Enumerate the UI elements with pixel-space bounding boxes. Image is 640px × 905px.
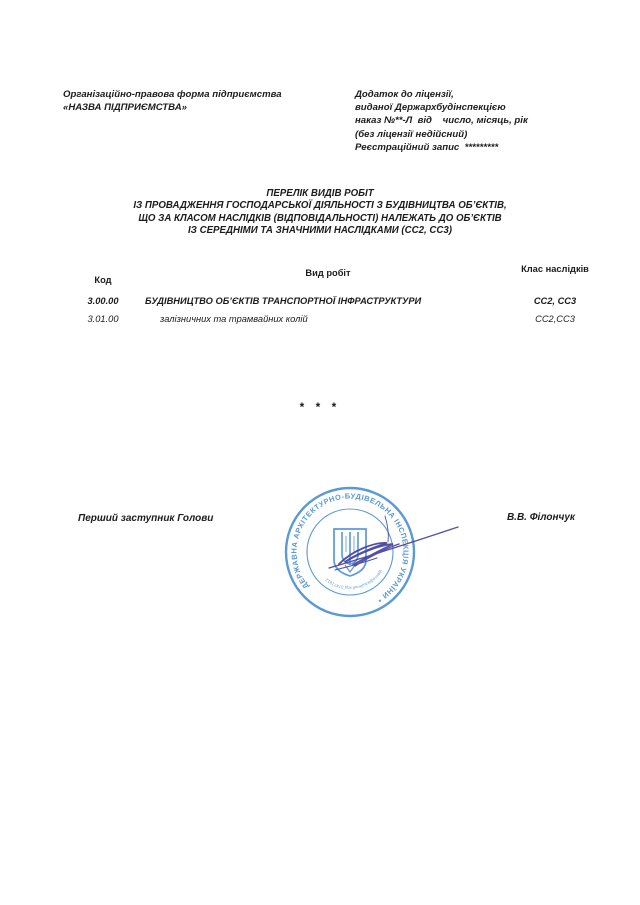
company-form-line: Організаційно-правова форма підприємства	[63, 89, 282, 100]
annex-line-5: Реєстраційний запис *********	[355, 141, 499, 153]
title-line-3: ЩО ЗА КЛАСОМ НАСЛІДКІВ (ВІДПОВІДАЛЬНОСТІ) НАЛЕЖАТЬ ДО ОБ’ЄКТІВ	[138, 212, 502, 224]
title-line-2: ІЗ ПРОВАДЖЕННЯ ГОСПОДАРСЬКОЇ ДІЯЛЬНОСТІ З БУДІВНИЦТВА ОБ’ЄКТІВ,	[133, 200, 507, 212]
annex-line-2: виданої Держархбудінспекцією	[355, 102, 506, 114]
title-line-4: ІЗ СЕРЕДНІМИ ТА ЗНАЧНИМИ НАСЛІДКАМИ (СС2, СС3)	[187, 224, 453, 236]
table-row-class: СС2, СС3	[533, 296, 577, 306]
table-row-code: 3.01.00	[87, 314, 119, 324]
table-row-code: 3.00.00	[87, 296, 119, 306]
stamp-graphic	[263, 478, 473, 628]
company-form-block	[63, 88, 353, 114]
signatory-name: В.В. Філончук	[506, 512, 575, 523]
col-header-code: Код	[94, 275, 112, 285]
stamp-ring-text: ДЕРЖАВНА АРХІТЕКТУРНО-БУДІВЕЛЬНА ІНСПЕКЦІЯ УКРАЇНИ *	[289, 491, 411, 605]
annex-line-3: наказ №**-Л від число, місяць, рік	[355, 115, 528, 127]
annex-line-1: Додаток до ліцензії,	[355, 89, 454, 100]
company-name-line: «НАЗВА ПІДПРИЄМСТВА»	[63, 102, 187, 113]
annex-line-4: (без ліцензії недійсний)	[355, 128, 468, 140]
signatory-position: Перший заступник Голови	[78, 513, 214, 524]
works-table	[63, 263, 597, 333]
license-annex-block	[355, 88, 610, 154]
table-row-class: СС2,СС3	[535, 314, 575, 324]
title-line-1: ПЕРЕЛІК ВИДІВ РОБІТ	[266, 188, 374, 199]
official-stamp	[263, 478, 473, 628]
stamp-id-code-text: ідентифікаційний код 37471912	[324, 569, 384, 591]
table-row-work: БУДІВНИЦТВО ОБ’ЄКТІВ ТРАНСПОРТНОЇ ІНФРАСТРУКТУРИ	[145, 296, 422, 306]
document-title	[0, 188, 640, 237]
section-separator-stars: * * *	[299, 400, 341, 414]
col-header-class: Клас наслідків	[521, 264, 589, 274]
col-header-work: Вид робіт	[305, 268, 351, 278]
table-row-work: залізничних та трамвайних колій	[160, 314, 308, 324]
